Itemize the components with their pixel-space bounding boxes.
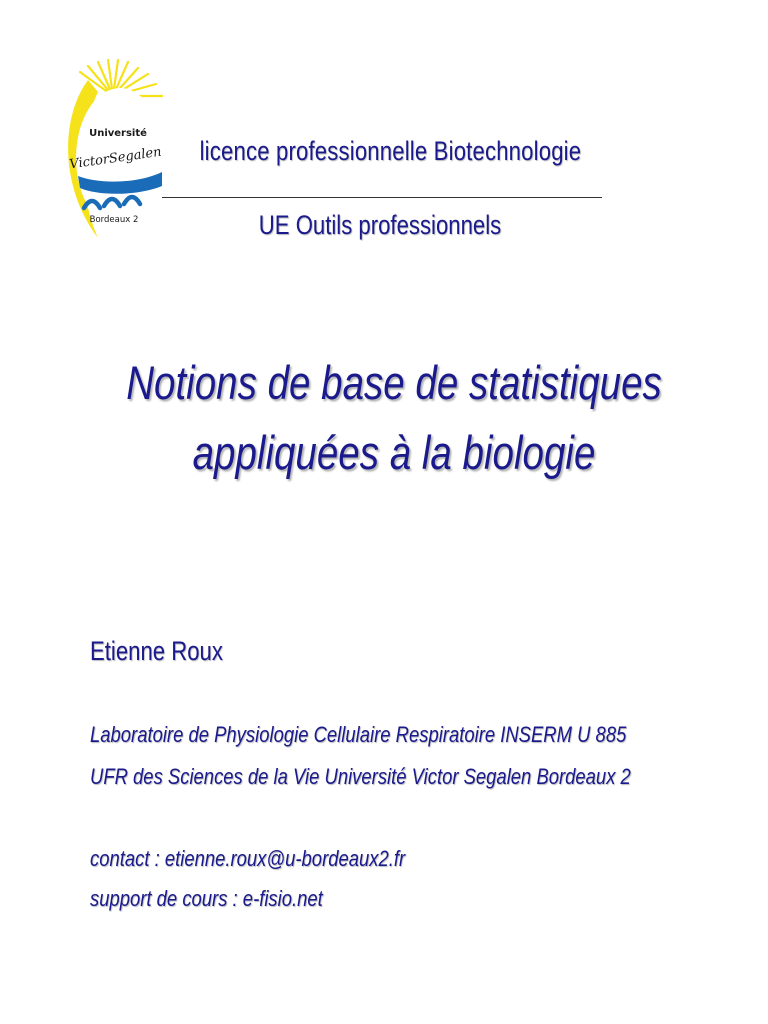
affiliation-lab: Laboratoire de Physiologie Cellulaire Respiratoire INSERM U 885 xyxy=(90,722,627,747)
author-name: Etienne Roux xyxy=(90,636,223,666)
affiliation-university: UFR des Sciences de la Vie Université Victor Segalen Bordeaux 2 xyxy=(90,764,631,789)
contact-email: contact : etienne.roux@u-bordeaux2.fr xyxy=(90,846,406,871)
university-logo xyxy=(58,58,168,248)
header-title: licence professionnelle Biotechnologie xyxy=(199,136,582,166)
logo-script-text: VictorSegalen xyxy=(68,144,163,173)
logo-top-text: Université xyxy=(89,128,147,139)
main-title-line-2: appliquées à la biologie xyxy=(192,426,596,479)
main-title-line-1: Notions de base de statistiques xyxy=(126,356,662,409)
header-divider xyxy=(162,197,602,198)
header-subtitle: UE Outils professionnels xyxy=(258,210,502,240)
course-support-link: support de cours : e-fisio.net xyxy=(90,886,323,911)
main-title xyxy=(104,348,685,488)
logo-bottom-text: Bordeaux 2 xyxy=(89,215,139,225)
